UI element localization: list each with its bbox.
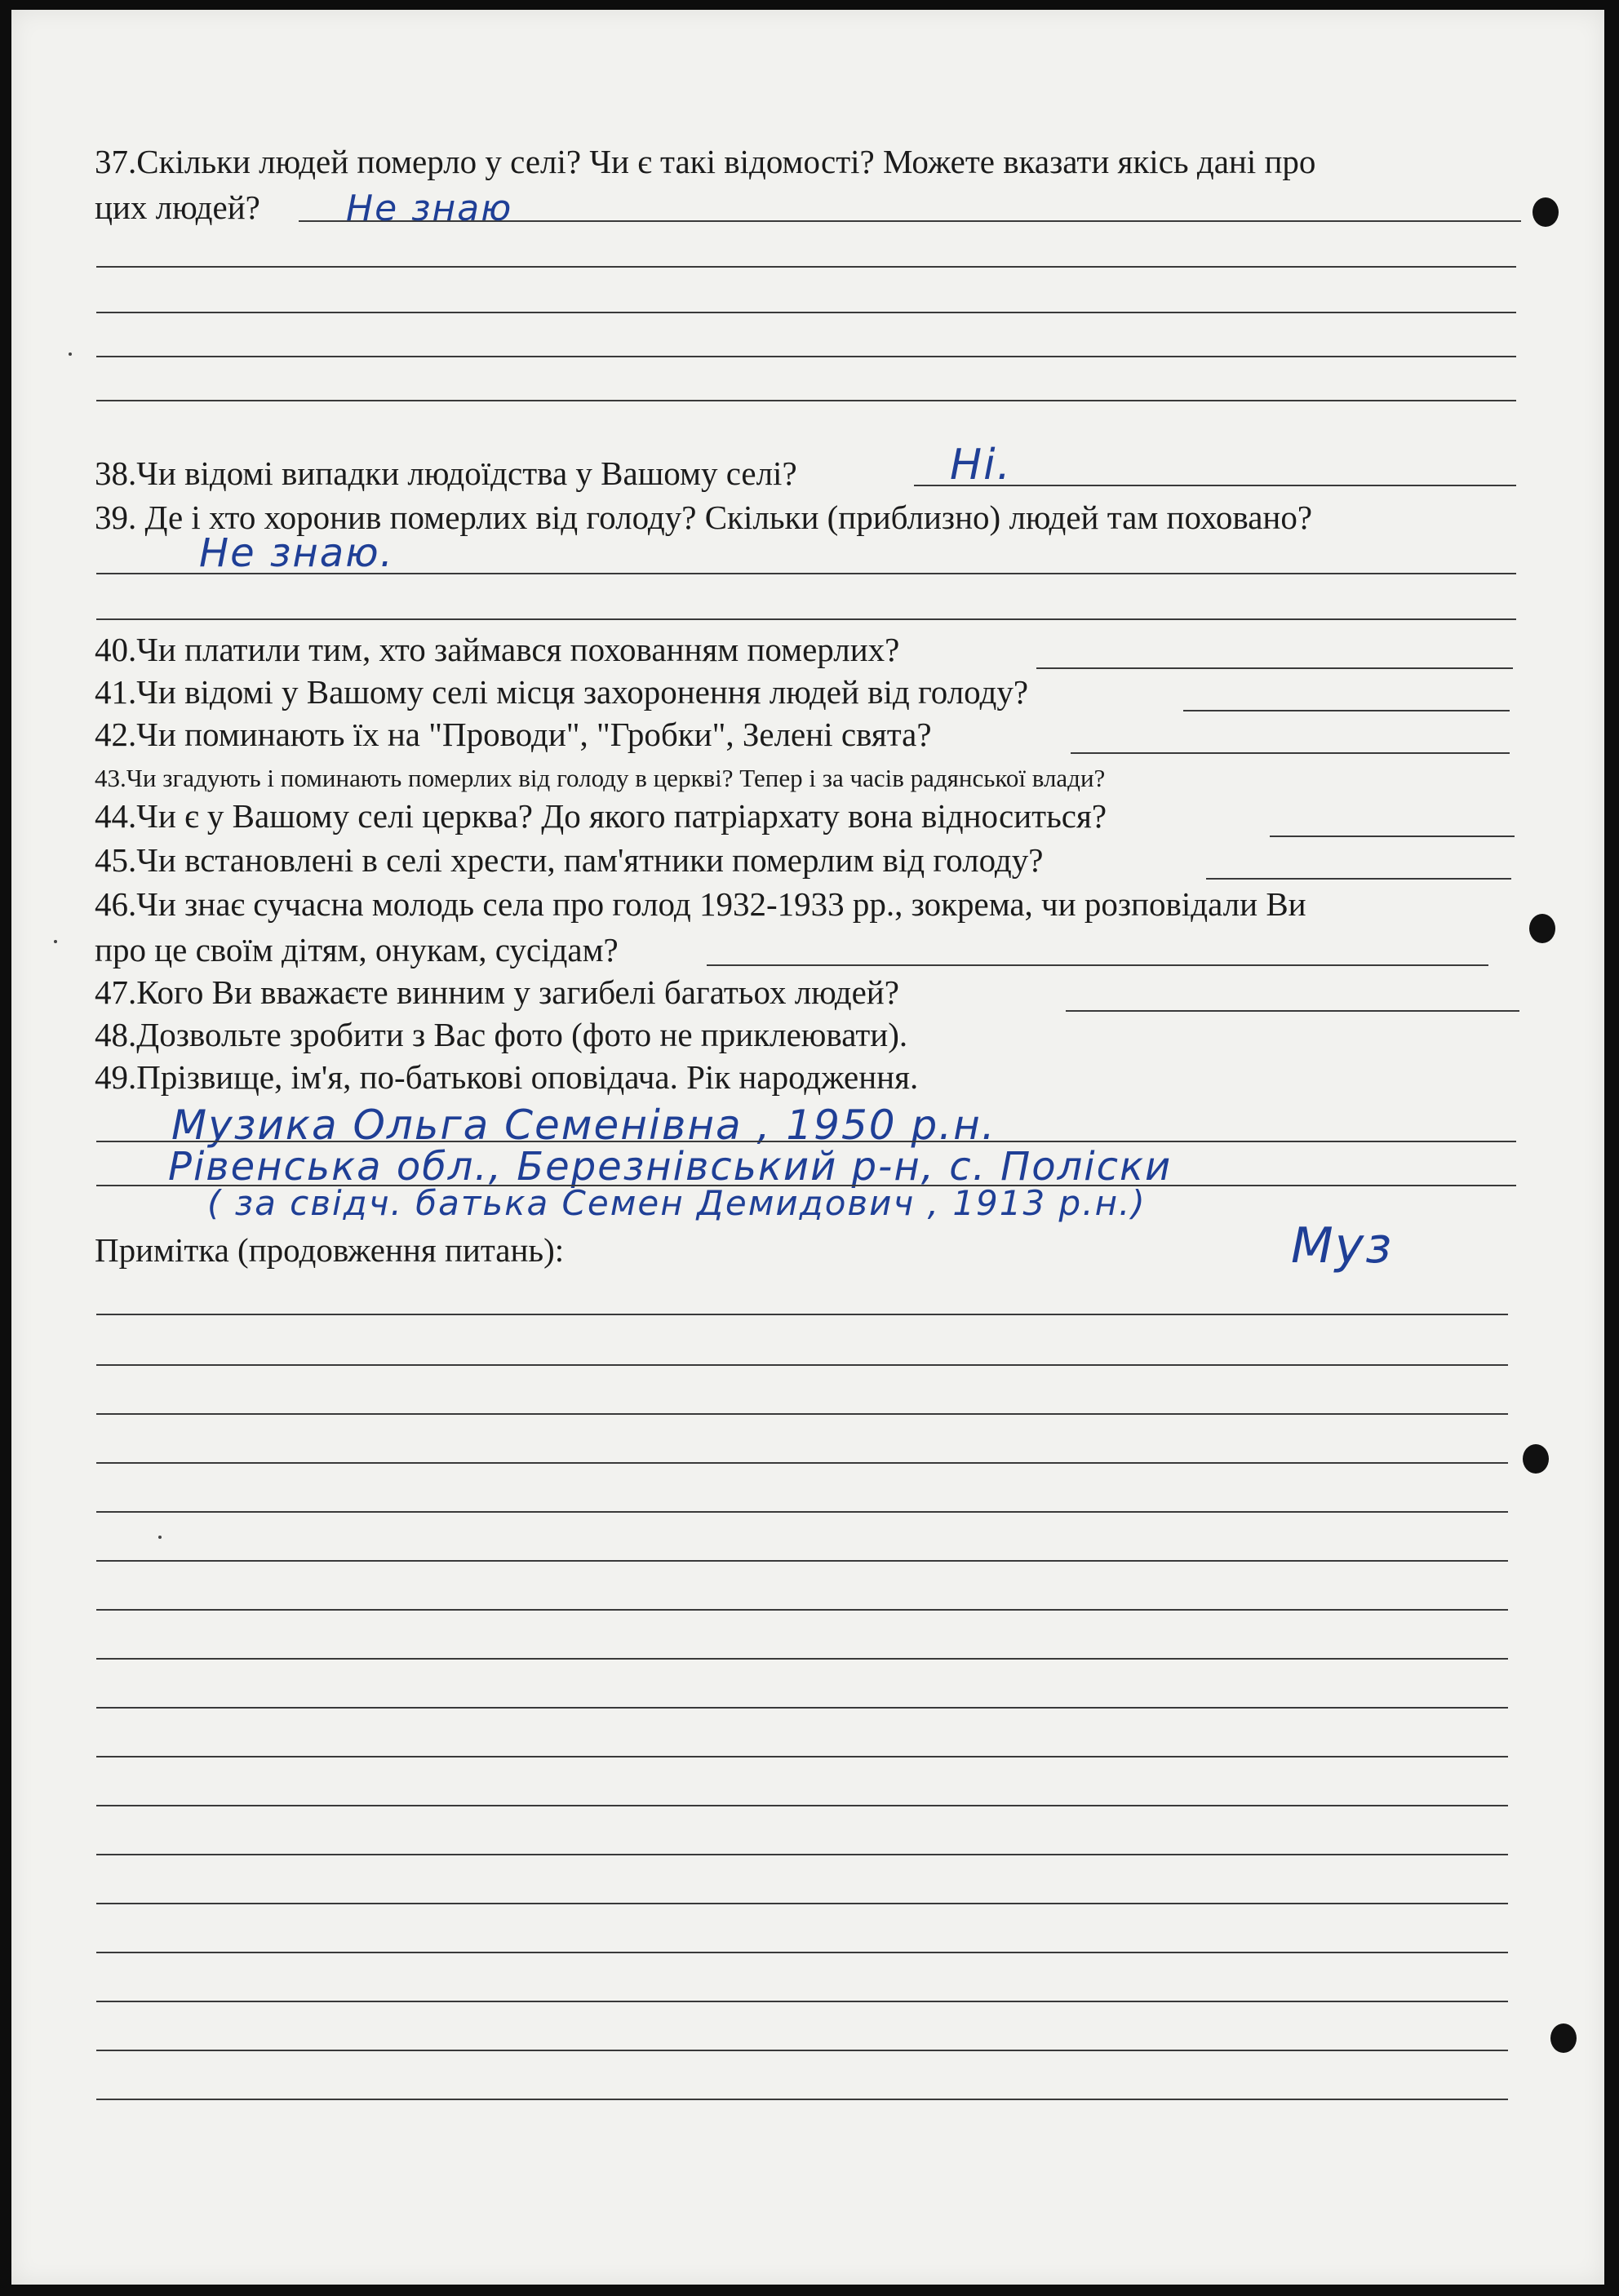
question-46: 46.Чи знає сучасна молодь села про голод 1932-1933 рр., зокрема, чи розповідали Ви [95,885,1306,923]
answer-49-address: Рівенська обл., Березнівський р-н, с. Поліски [168,1144,1173,1190]
note-line [96,1314,1508,1315]
answer-line [96,312,1516,313]
binder-hole [1550,2023,1577,2053]
question-48: 48.Дозвольте зробити з Вас фото (фото не приклеювати). [95,1016,908,1053]
answer-49-name: Музика Ольга Семенівна , 1950 р.н. [171,1101,996,1149]
binder-hole [1529,914,1555,943]
answer-line [1036,667,1513,669]
question-44: 44.Чи є у Вашому селі церква? До якого патріархату вона відноситься? [95,797,1107,835]
question-37: 37.Скільки людей померло у селі? Чи є такі відомості? Можете вказати якісь дані про [95,143,1316,180]
answer-line [96,356,1516,357]
note-line [96,1707,1508,1709]
answer-38: Ні. [950,441,1013,490]
note-line [96,2050,1508,2051]
answer-line [1071,752,1510,754]
answer-line [1066,1010,1519,1012]
answer-line [96,266,1516,268]
note-line [96,2099,1508,2100]
question-43: 43.Чи згадують і поминають померлих від голоду в церкві? Тепер і за часів радянської влади? [95,764,1106,792]
note-line [96,1658,1508,1660]
specks [158,1536,162,1539]
note-line [96,1560,1508,1562]
answer-line [1183,710,1510,711]
answer-37: Не знаю [346,188,513,229]
question-49: 49.Прізвище, ім'я, по-батькові оповідача. Рік народження. [95,1058,919,1096]
answer-line [1206,878,1511,880]
answer-line [1270,836,1515,837]
question-38: 38.Чи відомі випадки людоїдства у Вашому селі? [95,454,797,492]
answer-49-witness: ( за свідч. батька Семен Демидович , 1913 р.н.) [207,1183,1147,1223]
signature: Муз [1291,1217,1394,1274]
answer-line [96,618,1516,620]
note-line [96,1462,1508,1464]
question-37-cont: цих людей? [95,188,260,226]
question-41: 41.Чи відомі у Вашому селі місця захоронення людей від голоду? [95,673,1029,711]
question-39: 39. Де і хто хоронив померлих від голоду? Скільки (приблизно) людей там поховано? [95,499,1313,536]
note-line [96,1805,1508,1806]
answer-line [707,964,1488,966]
questionnaire-page [11,10,1604,2285]
note-line [96,1609,1508,1611]
answer-line [96,400,1516,401]
note-line [96,1511,1508,1513]
note-line [96,1854,1508,1855]
note-line [96,1952,1508,1953]
question-46-cont: про це своїм дітям, онукам, сусідам? [95,931,619,968]
answer-39: Не знаю. [199,530,394,576]
question-40: 40.Чи платили тим, хто займався похованням померлих? [95,631,900,668]
question-42: 42.Чи поминають їх на "Проводи", "Гробки", Зелені свята? [95,716,932,753]
note-line [96,1903,1508,1904]
note-line [96,1413,1508,1415]
note-line [96,1756,1508,1757]
binder-hole [1533,197,1559,227]
question-47: 47.Кого Ви вважаєте винним у загибелі багатьох людей? [95,973,899,1011]
specks [69,352,72,356]
note-heading: Примітка (продовження питань): [95,1231,565,1269]
answer-line [96,1141,1516,1142]
binder-hole [1523,1444,1549,1474]
specks [54,940,57,943]
note-line [96,2001,1508,2002]
question-45: 45.Чи встановлені в селі хрести, пам'ятники померлим від голоду? [95,841,1044,879]
note-line [96,1364,1508,1366]
